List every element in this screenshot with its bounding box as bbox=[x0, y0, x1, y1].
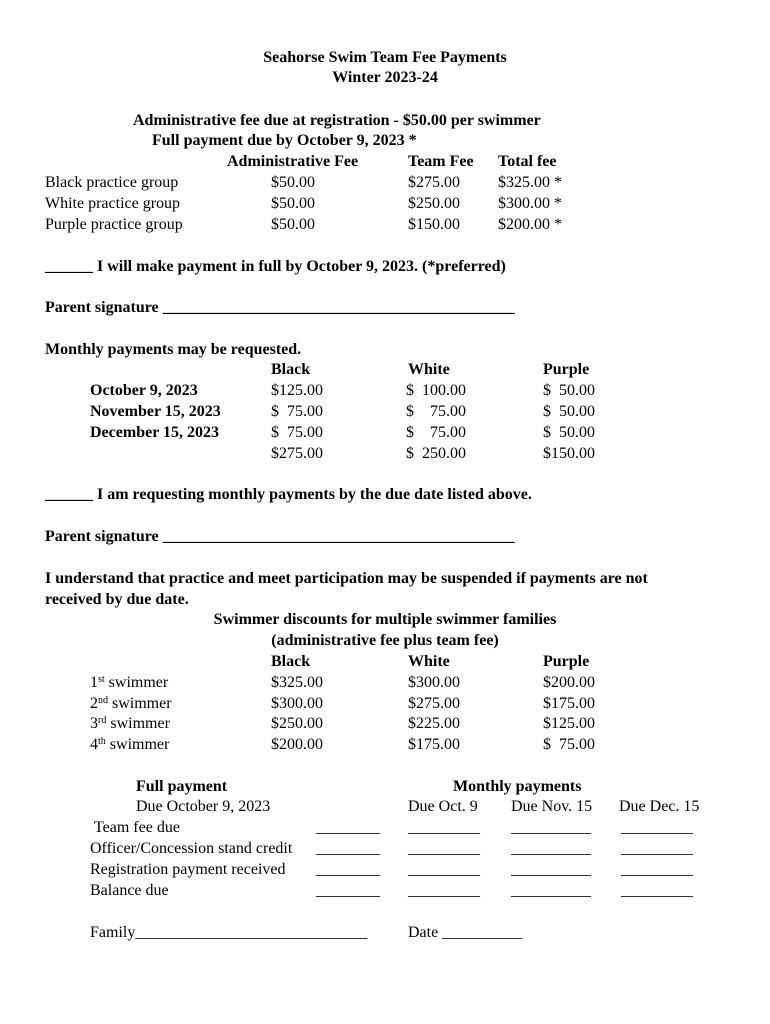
fee-row-team: $275.00 bbox=[408, 174, 460, 191]
monthly-payments-heading: Monthly payments bbox=[453, 778, 582, 795]
discount-purple: $ 75.00 bbox=[543, 736, 595, 753]
monthly-total-black: $275.00 bbox=[271, 445, 323, 462]
blank-dec[interactable]: _________ bbox=[621, 882, 693, 899]
date-field[interactable]: Date __________ bbox=[408, 924, 523, 941]
blank-full[interactable]: ________ bbox=[316, 840, 380, 857]
monthly-total-purple: $150.00 bbox=[543, 445, 595, 462]
form-row-label: Registration payment received bbox=[90, 861, 286, 878]
discount-swimmer-label: 2nd swimmer bbox=[90, 695, 172, 712]
monthly-purple: $ 50.00 bbox=[543, 382, 595, 399]
fee-row-team: $150.00 bbox=[408, 216, 460, 233]
col-due-oct: Due Oct. 9 bbox=[408, 798, 478, 815]
discount-purple: $125.00 bbox=[543, 715, 595, 732]
fee-header-total: Total fee bbox=[498, 153, 557, 170]
monthly-black: $ 75.00 bbox=[271, 424, 323, 441]
monthly-date: December 15, 2023 bbox=[90, 424, 219, 441]
blank-nov[interactable]: __________ bbox=[511, 840, 591, 857]
blank-nov[interactable]: __________ bbox=[511, 882, 591, 899]
monthly-date: November 15, 2023 bbox=[90, 403, 221, 420]
discount-header-purple: Purple bbox=[543, 653, 590, 670]
suspension-notice-line1: I understand that practice and meet participation may be suspended if payments are not bbox=[45, 570, 648, 587]
discount-heading: Swimmer discounts for multiple swimmer families bbox=[213, 611, 557, 628]
discount-swimmer-label: 4th swimmer bbox=[90, 736, 170, 753]
discount-black: $200.00 bbox=[271, 736, 323, 753]
discount-black: $300.00 bbox=[271, 695, 323, 712]
monthly-purple: $ 50.00 bbox=[543, 403, 595, 420]
family-field[interactable]: Family_____________________________ bbox=[90, 924, 368, 941]
monthly-header-white: White bbox=[408, 361, 450, 378]
discount-header-white: White bbox=[408, 653, 450, 670]
form-row-label: Balance due bbox=[90, 882, 169, 899]
fee-row-total: $300.00 * bbox=[498, 195, 562, 212]
parent-signature-full[interactable]: Parent signature ____________________________________________ bbox=[45, 299, 515, 316]
monthly-white: $ 75.00 bbox=[406, 424, 466, 441]
discount-header-black: Black bbox=[271, 653, 311, 670]
fee-row-total: $325.00 * bbox=[498, 174, 562, 191]
suspension-notice-line2: received by due date. bbox=[45, 591, 189, 608]
monthly-date: October 9, 2023 bbox=[90, 382, 198, 399]
full-payment-notice: Full payment due by October 9, 2023 * bbox=[152, 132, 417, 149]
discount-white: $300.00 bbox=[408, 674, 460, 691]
monthly-white: $ 75.00 bbox=[406, 403, 466, 420]
document-subtitle: Winter 2023-24 bbox=[332, 69, 438, 86]
full-payment-heading: Full payment bbox=[136, 778, 228, 795]
monthly-black: $ 75.00 bbox=[271, 403, 323, 420]
monthly-payment-option[interactable]: ______ I am requesting monthly payments by the due date listed above. bbox=[45, 486, 532, 503]
full-payment-due: Due October 9, 2023 bbox=[136, 798, 271, 815]
fee-header-team: Team Fee bbox=[408, 153, 474, 170]
fee-row-admin: $50.00 bbox=[271, 195, 315, 212]
monthly-heading: Monthly payments may be requested. bbox=[45, 341, 302, 358]
monthly-white: $ 100.00 bbox=[406, 382, 466, 399]
blank-dec[interactable]: _________ bbox=[621, 840, 693, 857]
monthly-black: $125.00 bbox=[271, 382, 323, 399]
monthly-header-purple: Purple bbox=[543, 361, 590, 378]
blank-nov[interactable]: __________ bbox=[511, 819, 591, 836]
blank-full[interactable]: ________ bbox=[316, 819, 380, 836]
fee-row-group: Purple practice group bbox=[45, 216, 183, 233]
discount-subheading: (administrative fee plus team fee) bbox=[271, 632, 499, 649]
col-due-nov: Due Nov. 15 bbox=[511, 798, 593, 815]
discount-white: $275.00 bbox=[408, 695, 460, 712]
discount-purple: $200.00 bbox=[543, 674, 595, 691]
discount-white: $175.00 bbox=[408, 736, 460, 753]
full-payment-option[interactable]: ______ I will make payment in full by October 9, 2023. (*preferred) bbox=[45, 258, 506, 275]
fee-row-group: White practice group bbox=[45, 195, 181, 212]
monthly-total-white: $ 250.00 bbox=[406, 445, 466, 462]
discount-black: $325.00 bbox=[271, 674, 323, 691]
fee-header-admin: Administrative Fee bbox=[227, 153, 359, 170]
monthly-purple: $ 50.00 bbox=[543, 424, 595, 441]
fee-row-total: $200.00 * bbox=[498, 216, 562, 233]
blank-dec[interactable]: _________ bbox=[621, 819, 693, 836]
blank-oct[interactable]: _________ bbox=[408, 861, 480, 878]
form-row-label: Officer/Concession stand credit bbox=[90, 840, 293, 857]
fee-row-admin: $50.00 bbox=[271, 174, 315, 191]
discount-swimmer-label: 3rd swimmer bbox=[90, 715, 170, 732]
blank-full[interactable]: ________ bbox=[316, 882, 380, 899]
discount-purple: $175.00 bbox=[543, 695, 595, 712]
form-row-label: Team fee due bbox=[94, 819, 180, 836]
discount-swimmer-label: 1st swimmer bbox=[90, 674, 169, 691]
fee-row-team: $250.00 bbox=[408, 195, 460, 212]
blank-full[interactable]: ________ bbox=[316, 861, 380, 878]
blank-nov[interactable]: __________ bbox=[511, 861, 591, 878]
blank-oct[interactable]: _________ bbox=[408, 840, 480, 857]
monthly-header-black: Black bbox=[271, 361, 311, 378]
blank-dec[interactable]: _________ bbox=[621, 861, 693, 878]
document-title: Seahorse Swim Team Fee Payments bbox=[263, 49, 507, 66]
fee-row-admin: $50.00 bbox=[271, 216, 315, 233]
blank-oct[interactable]: _________ bbox=[408, 882, 480, 899]
blank-oct[interactable]: _________ bbox=[408, 819, 480, 836]
discount-white: $225.00 bbox=[408, 715, 460, 732]
discount-black: $250.00 bbox=[271, 715, 323, 732]
admin-fee-notice: Administrative fee due at registration - $50.00 per swimmer bbox=[133, 112, 541, 129]
parent-signature-monthly[interactable]: Parent signature ____________________________________________ bbox=[45, 528, 515, 545]
col-due-dec: Due Dec. 15 bbox=[619, 798, 700, 815]
fee-row-group: Black practice group bbox=[45, 174, 179, 191]
